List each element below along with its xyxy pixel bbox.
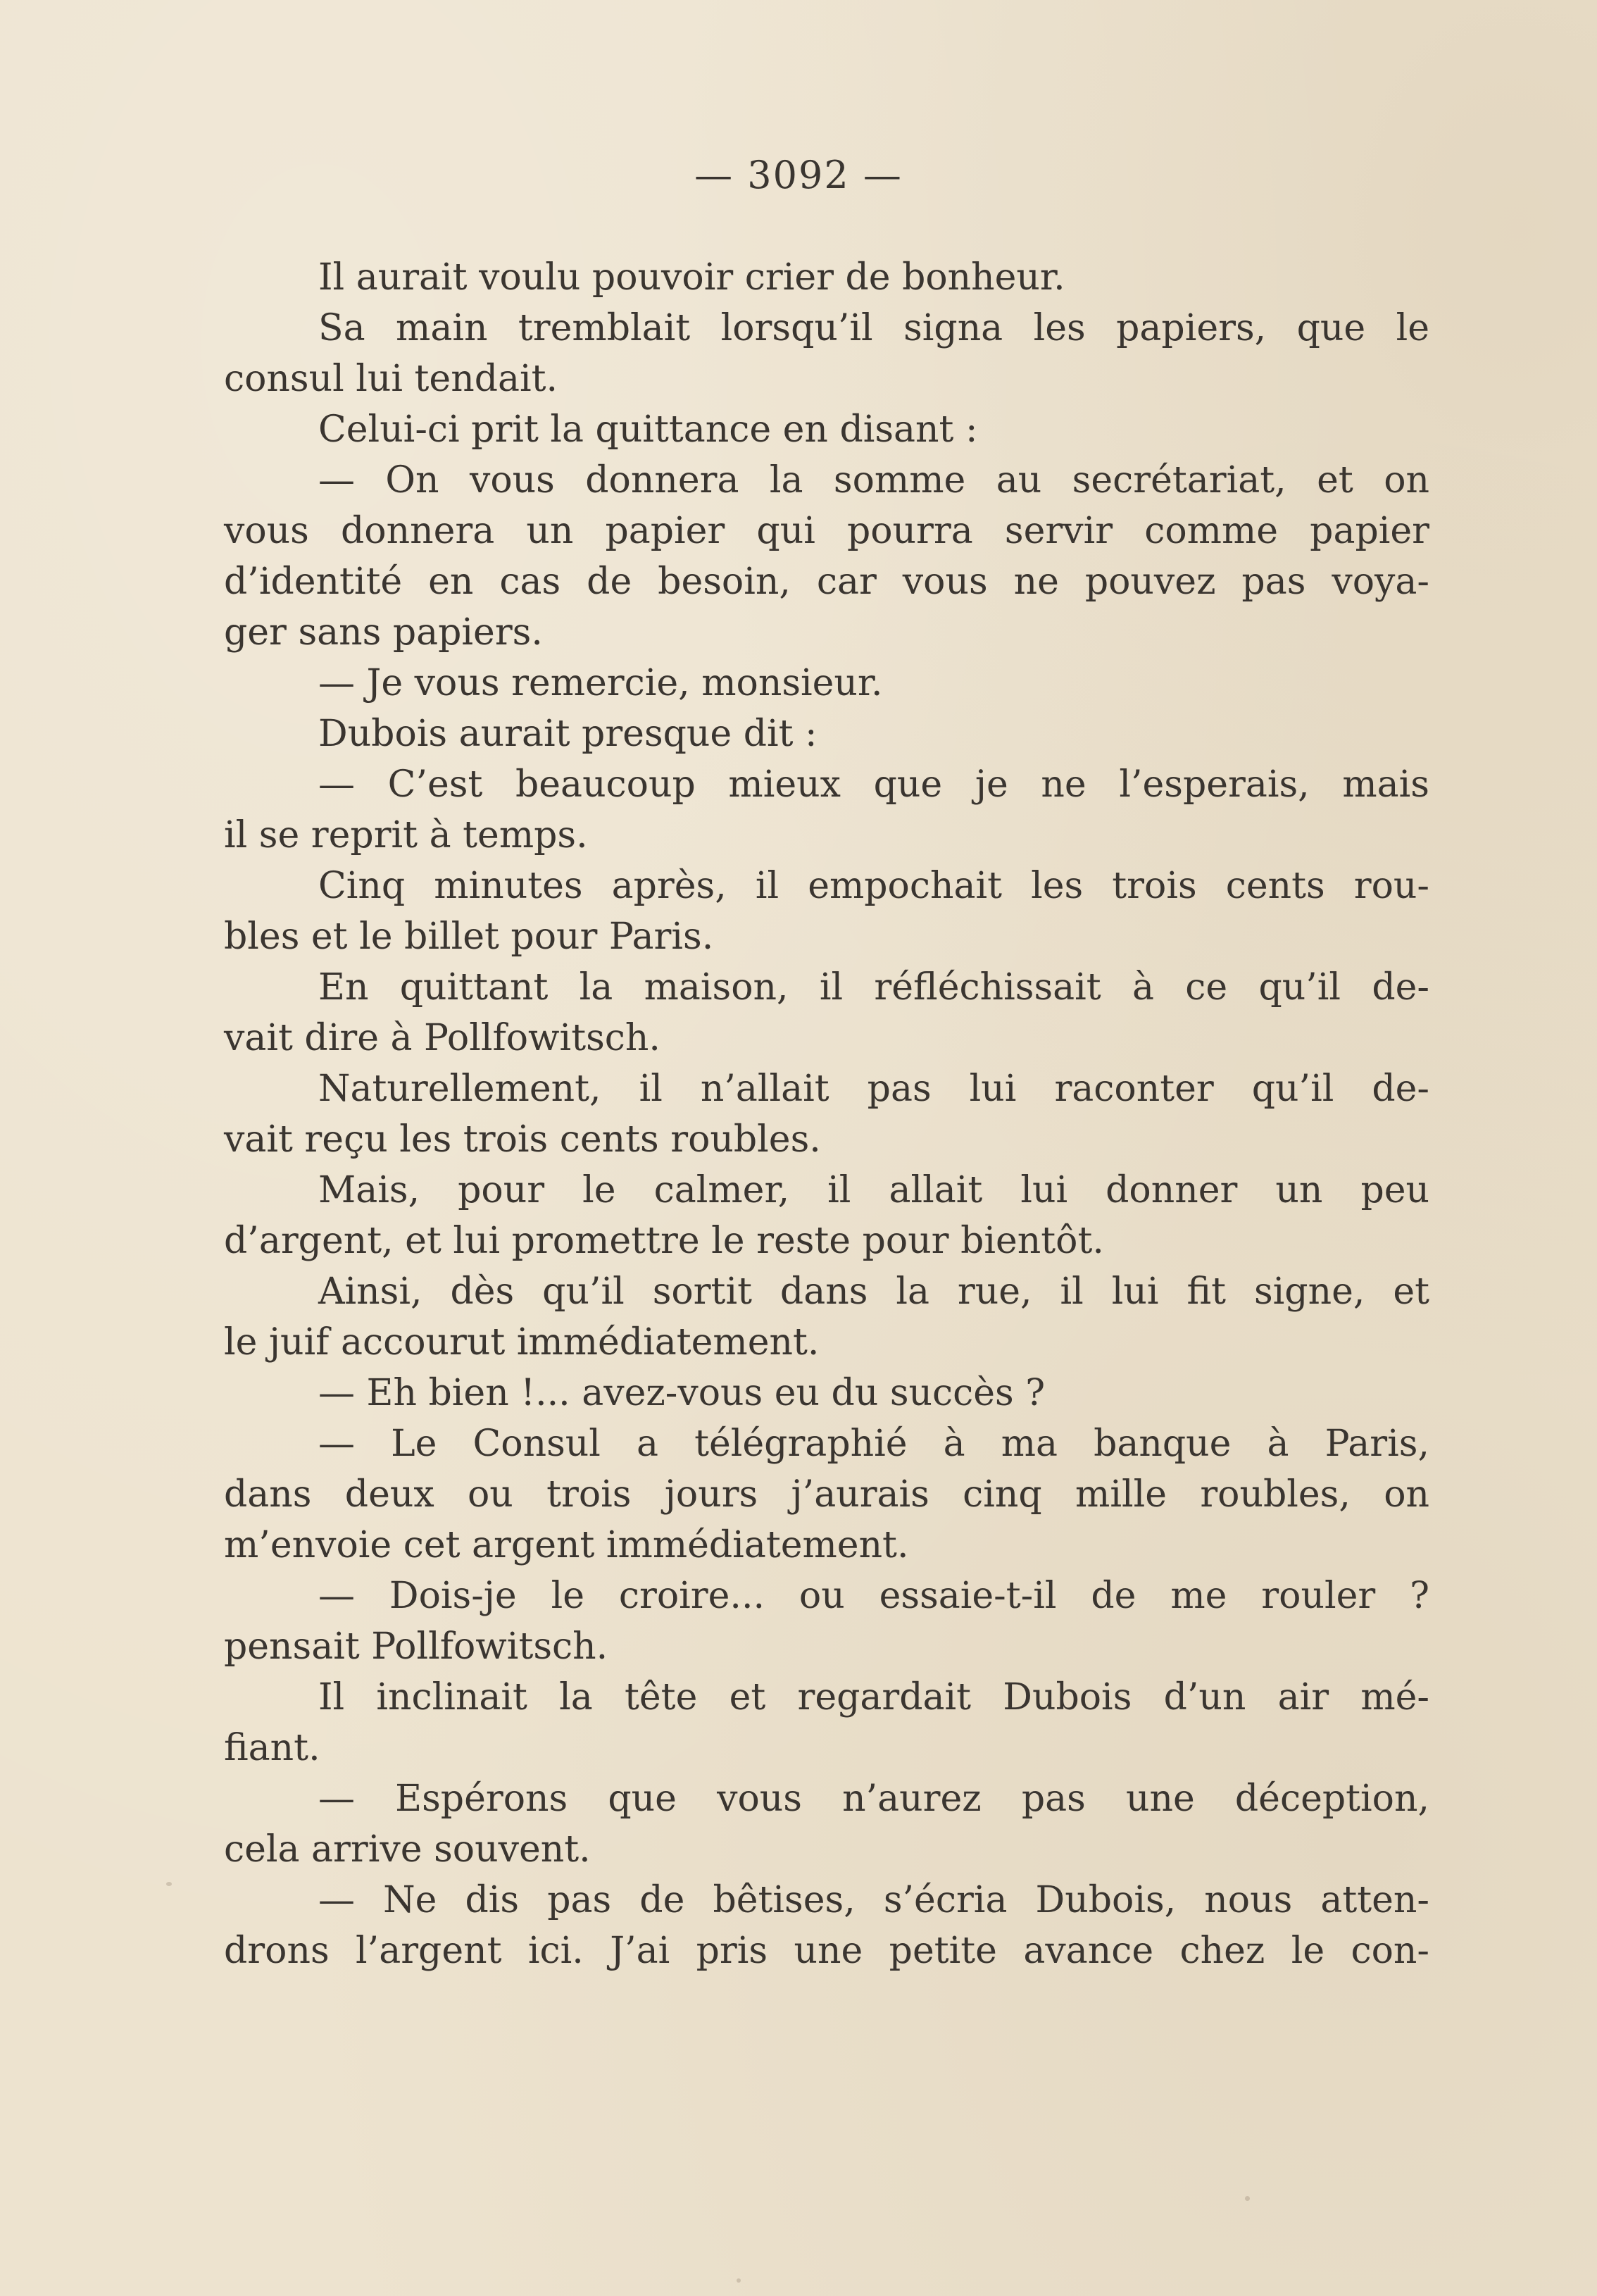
body-text — [224, 252, 1429, 1976]
text-line: Cinq minutes après, il empochait les trois cents rou- — [318, 865, 1429, 907]
text-line: fiant. — [224, 1727, 320, 1769]
paper-spot — [166, 1882, 172, 1886]
text-line: Sa main tremblait lorsqu’il signa les papiers, que le — [318, 307, 1429, 349]
text-line: — On vous donnera la somme au secrétariat, et on — [318, 459, 1429, 501]
text-line: — Eh bien !... avez-vous eu du succès ? — [318, 1372, 1046, 1414]
text-line: Il aurait voulu pouvoir crier de bonheur. — [318, 256, 1065, 299]
text-line: il se reprit à temps. — [224, 814, 588, 856]
text-line: Celui-ci prit la quittance en disant : — [318, 408, 978, 451]
text-line: d’argent, et lui promettre le reste pour bientôt. — [224, 1220, 1104, 1262]
text-line: pensait Pollfowitsch. — [224, 1626, 608, 1668]
text-line: En quittant la maison, il réfléchissait à ce qu’il de- — [318, 966, 1429, 1009]
page-number: — 3092 — — [694, 153, 903, 197]
text-line: vous donnera un papier qui pourra servir comme papier — [224, 510, 1429, 552]
text-line: consul lui tendait. — [224, 358, 558, 400]
paper-spot — [1245, 2196, 1250, 2201]
text-line: vait reçu les trois cents roubles. — [224, 1118, 821, 1161]
text-line: — Espérons que vous n’aurez pas une déception, — [318, 1778, 1429, 1820]
text-line: Naturellement, il n’allait pas lui raconter qu’il de- — [318, 1068, 1429, 1110]
text-line: Il inclinait la tête et regardait Dubois d’un air mé- — [318, 1676, 1429, 1718]
text-line: d’identité en cas de besoin, car vous ne pouvez pas voya- — [224, 561, 1429, 603]
text-line: dans deux ou trois jours j’aurais cinq mille roubles, on — [224, 1473, 1429, 1516]
text-line: Ainsi, dès qu’il sortit dans la rue, il lui fit signe, et — [318, 1271, 1429, 1313]
text-line: — Dois-je le croire... ou essaie-t-il de me rouler ? — [318, 1575, 1429, 1617]
text-line: — Le Consul a télégraphié à ma banque à Paris, — [318, 1423, 1429, 1465]
text-line: — C’est beaucoup mieux que je ne l’esperais, mais — [318, 763, 1429, 806]
text-line: cela arrive souvent. — [224, 1828, 591, 1871]
text-line: bles et le billet pour Paris. — [224, 916, 714, 958]
text-line: — Ne dis pas de bêtises, s’écria Dubois, nous atten- — [318, 1879, 1429, 1921]
text-line: vait dire à Pollfowitsch. — [224, 1017, 660, 1059]
text-line: Dubois aurait presque dit : — [318, 713, 818, 755]
paper-spot — [737, 2278, 741, 2283]
text-line: m’envoie cet argent immédiatement. — [224, 1524, 909, 1566]
text-line: Mais, pour le calmer, il allait lui donner un peu — [318, 1169, 1429, 1211]
text-line: le juif accourut immédiatement. — [224, 1321, 820, 1364]
text-line: ger sans papiers. — [224, 611, 543, 654]
text-line: drons l’argent ici. J’ai pris une petite avance chez le con- — [224, 1930, 1429, 1972]
text-line: — Je vous remercie, monsieur. — [318, 662, 883, 704]
